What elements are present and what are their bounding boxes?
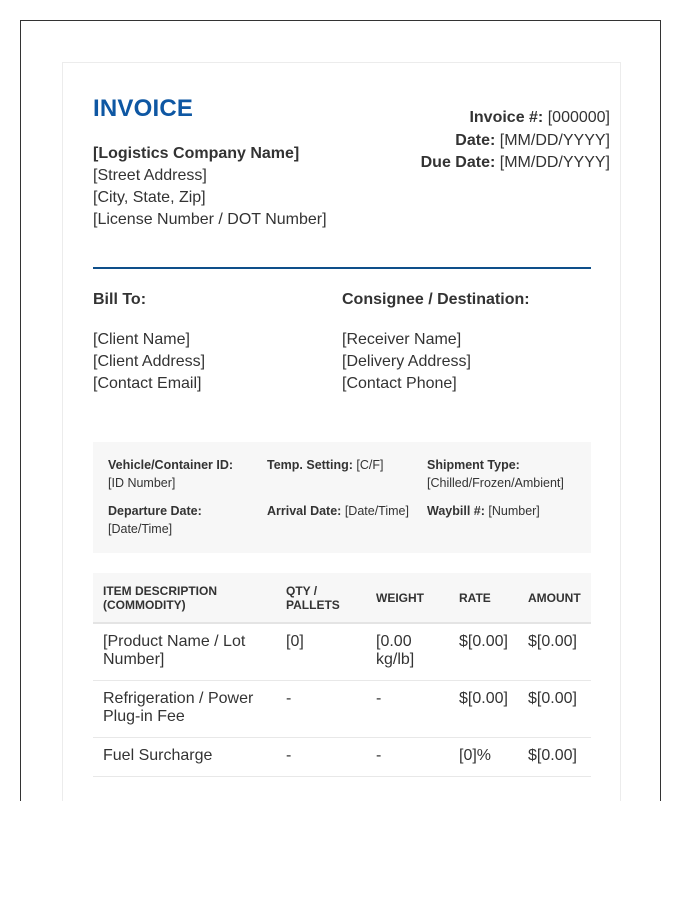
item-description-line2: Number] xyxy=(103,651,165,668)
item-weight-cell xyxy=(366,623,449,681)
company-block xyxy=(93,143,327,231)
item-description-cell: Fuel Surcharge xyxy=(93,738,276,777)
shipment-type-field xyxy=(427,456,587,492)
shipment-type-value: [Chilled/Frozen/Ambient] xyxy=(427,476,564,490)
item-weight-line1: [0.00 xyxy=(376,633,412,650)
consignee-block xyxy=(342,329,471,395)
invoice-number-label: Invoice #: xyxy=(469,109,544,126)
item-amount-cell: $[0.00] xyxy=(518,738,591,777)
vehicle-id-value: [ID Number] xyxy=(108,476,176,490)
column-header-rate: RATE xyxy=(449,573,518,623)
departure-date-value: [Date/Time] xyxy=(108,522,173,536)
item-amount-cell: $[0.00] xyxy=(518,623,591,681)
invoice-date-label: Date: xyxy=(455,131,496,149)
header-divider xyxy=(93,267,591,269)
invoice-date-value: [MM/DD/YYYY] xyxy=(499,131,610,149)
invoice-date-line xyxy=(421,130,610,153)
invoice-meta xyxy=(421,107,610,175)
invoice-title: INVOICE xyxy=(93,95,194,122)
vehicle-id-field xyxy=(108,456,258,492)
invoice-number-line xyxy=(421,107,610,130)
shipment-details-panel xyxy=(93,442,591,553)
column-header-qty-line1: QTY / xyxy=(286,583,318,598)
company-license: [License Number / DOT Number] xyxy=(93,211,327,228)
company-name: [Logistics Company Name] xyxy=(93,145,300,162)
invoice-page xyxy=(62,62,621,801)
item-rate-cell: $[0.00] xyxy=(449,623,518,681)
client-address: [Client Address] xyxy=(93,353,206,370)
client-email: [Contact Email] xyxy=(93,375,202,392)
item-qty-cell: - xyxy=(276,681,366,738)
item-description-line1: Refrigeration / Power xyxy=(103,690,254,707)
line-items-table xyxy=(93,573,591,777)
shipment-type-label: Shipment Type: xyxy=(427,458,520,472)
vehicle-id-label: Vehicle/Container ID: xyxy=(108,458,234,472)
company-city: [City, State, Zip] xyxy=(93,189,206,206)
temp-setting-field xyxy=(267,456,422,474)
item-description-line2: Plug-in Fee xyxy=(103,708,185,725)
consignee-heading: Consignee / Destination: xyxy=(342,291,530,308)
departure-date-label: Departure Date: xyxy=(108,504,202,518)
arrival-date-label: Arrival Date: xyxy=(267,504,342,518)
column-header-amount: AMOUNT xyxy=(518,573,591,623)
column-header-description-line1: ITEM DESCRIPTION xyxy=(103,583,218,598)
client-name: [Client Name] xyxy=(93,331,190,348)
item-qty-cell: [0] xyxy=(276,623,366,681)
column-header-qty-line2: PALLETS xyxy=(286,597,340,612)
item-amount-cell: $[0.00] xyxy=(518,681,591,738)
table-header-row xyxy=(93,573,591,623)
due-date-value: [MM/DD/YYYY] xyxy=(499,154,610,171)
bill-to-heading: Bill To: xyxy=(93,291,147,308)
column-header-description xyxy=(93,573,276,623)
waybill-field xyxy=(427,502,587,520)
company-street: [Street Address] xyxy=(93,167,207,184)
due-date-label: Due Date: xyxy=(420,154,496,171)
item-weight-line2: kg/lb] xyxy=(376,651,415,668)
item-description-line1: [Product Name / Lot xyxy=(103,633,246,650)
table-row xyxy=(93,681,591,738)
due-date-line xyxy=(421,152,610,175)
item-qty-cell: - xyxy=(276,738,366,777)
bill-to-block xyxy=(93,329,205,395)
column-header-description-line2: (COMMODITY) xyxy=(103,597,186,612)
arrival-date-value: [Date/Time] xyxy=(344,504,409,518)
delivery-address: [Delivery Address] xyxy=(342,353,471,370)
temp-setting-label: Temp. Setting: xyxy=(267,458,353,472)
waybill-label: Waybill #: xyxy=(427,504,485,518)
document-frame xyxy=(20,20,661,801)
temp-setting-value: [C/F] xyxy=(356,458,384,472)
item-weight-cell: - xyxy=(366,681,449,738)
arrival-date-field xyxy=(267,502,427,520)
table-row xyxy=(93,738,591,777)
item-description-cell xyxy=(93,681,276,738)
table-row xyxy=(93,623,591,681)
item-description-cell xyxy=(93,623,276,681)
waybill-value: [Number] xyxy=(488,504,540,518)
contact-phone: [Contact Phone] xyxy=(342,375,457,392)
item-weight-cell: - xyxy=(366,738,449,777)
item-rate-cell: [0]% xyxy=(449,738,518,777)
column-header-weight: WEIGHT xyxy=(366,573,449,623)
receiver-name: [Receiver Name] xyxy=(342,331,462,348)
item-rate-cell: $[0.00] xyxy=(449,681,518,738)
departure-date-field xyxy=(108,502,258,538)
invoice-number-value: [000000] xyxy=(547,109,610,126)
column-header-qty xyxy=(276,573,366,623)
